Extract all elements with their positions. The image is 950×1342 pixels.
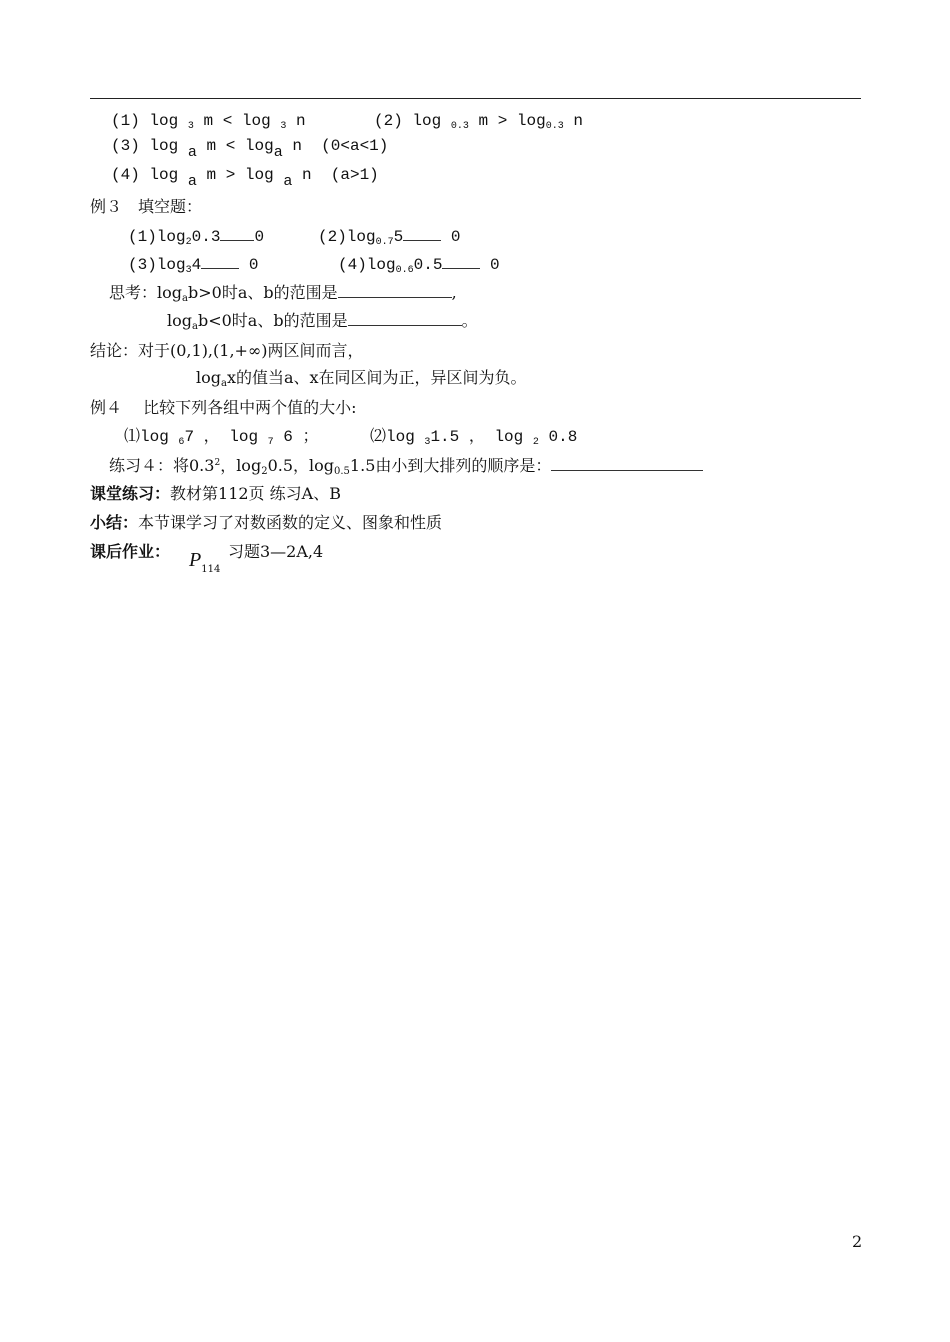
answer-blank[interactable] bbox=[551, 456, 703, 471]
header-rule bbox=[90, 98, 861, 99]
fill-blank-3: (3)log34 0 bbox=[128, 256, 259, 276]
conclusion-line-1: 结论：对于(0,1),(1,+∞)两区间而言， bbox=[90, 341, 364, 360]
answer-blank[interactable] bbox=[403, 226, 441, 241]
practice-4: 练习４：将$0.3^2$，log20.5，log0.51.5由小到大排列的顺序是： bbox=[109, 456, 703, 479]
inequality-4: (4) log a m > log a n (a>1) bbox=[111, 166, 379, 190]
classwork: 课堂练习：教材第112页 练习A、B bbox=[90, 484, 341, 503]
example-4-title: 例４ 比较下列各组中两个值的大小: bbox=[90, 398, 357, 417]
homework-text: 习题3—2A,4 bbox=[228, 542, 324, 561]
fill-blank-1: (1)log20.3 0 bbox=[128, 228, 265, 248]
example-3-title: 例３ 填空题： bbox=[90, 197, 203, 216]
answer-blank[interactable] bbox=[220, 226, 254, 241]
summary: 小结：本节课学习了对数函数的定义、图象和性质 bbox=[90, 513, 443, 532]
compare-pair-2: ⑵log 31.5 ， log 2 0.8 bbox=[370, 428, 578, 448]
conclusion-line-2: logax的值当a、x在同区间为正，异区间为负。 bbox=[196, 368, 527, 389]
fill-blank-2: (2)log0.75 0 bbox=[318, 228, 461, 248]
compare-pair-1: ⑴log 67 ， log 7 6 ； bbox=[124, 428, 319, 448]
page-number: 2 bbox=[852, 1232, 863, 1251]
fill-blank-4: (4)log0.60.5 0 bbox=[338, 256, 500, 276]
homework-page-ref: $P_{114}$ bbox=[189, 549, 221, 575]
answer-blank[interactable] bbox=[442, 254, 480, 269]
inequality-3: (3) log a m < loga n (0<a<1) bbox=[111, 137, 389, 161]
inequality-1: (1) log 3 m < log 3 n bbox=[111, 112, 306, 132]
homework: 课后作业： bbox=[90, 542, 171, 561]
think-line-1: 思考：logab>0时a、b的范围是 , bbox=[109, 283, 457, 304]
think-line-2: logab<0时a、b的范围是 。 bbox=[167, 311, 478, 332]
inequality-2: (2) log 0.3 m > log0.3 n bbox=[374, 112, 583, 132]
answer-blank[interactable] bbox=[348, 311, 462, 326]
answer-blank[interactable] bbox=[338, 283, 452, 298]
answer-blank[interactable] bbox=[201, 254, 239, 269]
